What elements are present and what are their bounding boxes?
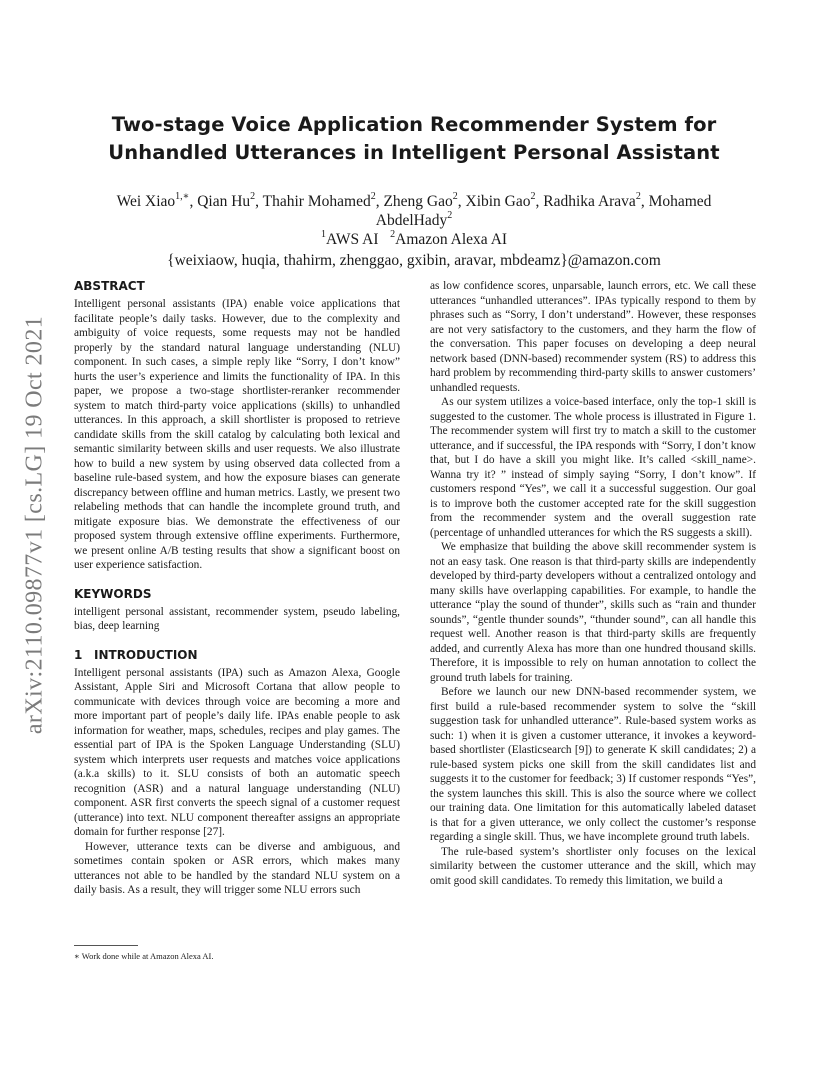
footnote-rule xyxy=(74,945,138,946)
body-paragraph: as low confidence scores, unparsable, launch errors, etc. We call these utterances “unhandled utterances”. IPAs typically respond to them by phrases such as “Sorry, I don’t understand”. However, these responses are not very satisfactory to the customers, and they harm the flow of the conversation. This paper focuses on developing a deep neural network based (DNN-based) recommender system (RS) to address this hard problem by recommending third-party skills to answer customers’ unhandled requests. xyxy=(430,280,756,394)
paper-title xyxy=(0,111,828,167)
keywords-heading: KEYWORDS xyxy=(74,586,152,601)
abstract-text: Intelligent personal assistants (IPA) enable voice applications that facilitate people’s daily tasks. However, due to the complexity and ambiguity of voice requests, some requests may not be handled properly by the standard natural language understanding (NLU) component. In such cases, a simple reply like “Sorry, I don’t know” hurts the user’s experience and limits the functionality of IPA. In this paper, we propose a two-stage shortlister-reranker recommender system to match third-party voice applications (skills) to unhandled utterances. In this approach, a skill shortlister is proposed to retrieve candidate skills from the skill catalog by calculating both lexical and semantic similarity between skills and user requests. We also illustrate how to build a new system by using observed data collected from a baseline rule-based system, and how the exposure biases can generate discrepancy between offline and human metrics. Lastly, we present two relabeling methods that can handle the incomplete ground truth, and mitigate exposure bias. We demonstrate the effectiveness of our proposed system through extensive offline experiments. Furthermore, we present online A/B testing results that show a significant boost on user experience satisfaction. xyxy=(74,298,400,571)
author: Thahir Mohamed$^2$ xyxy=(262,190,376,210)
section-number: 1 xyxy=(74,647,83,662)
author-emails: {weixiaow, huqia, thahirm, zhenggao, gxibin, aravar, mbdeamz}@amazon.com xyxy=(167,252,661,269)
arxiv-stamp xyxy=(14,285,56,765)
title-line-1: Two-stage Voice Application Recommender System for xyxy=(111,113,717,136)
title-line-2: Unhandled Utterances in Intelligent Personal Assistant xyxy=(108,141,720,164)
affiliation: $^2$Amazon Alexa AI xyxy=(390,228,508,248)
section-title: INTRODUCTION xyxy=(94,647,198,662)
body-paragraph: Before we launch our new DNN-based recommender system, we first build a rule-based recommender system to solve the “skill suggestion task for unhandled utterance”. Rule-based system works as such: 1) when it is given a customer utterance, it invokes a keyword-based shortlister (Elasticsearch [9]) to generate K skill candidates; 2) a rule-based system picks one skill from the skill candidates list and suggests it to the customer for feedback; 3) If customer responds “Yes”, the system launches this skill. This is also the source where we collect our training data. One limitation for this automatically labeled dataset is that for a given utterance, we only collect the customer’s response regarding a single skill. Thus, we have incomplete ground truth labels. xyxy=(430,686,756,843)
arxiv-stamp-text: arXiv:2110.09877v1 [cs.LG] 19 Oct 2021 xyxy=(21,315,48,735)
affiliation: $^1$AWS AI xyxy=(320,228,379,248)
affiliations xyxy=(0,230,828,249)
author: Xibin Gao$^2$ xyxy=(465,190,536,210)
body-paragraph: As our system utilizes a voice-based interface, only the top-1 skill is suggested to the customer. The whole process is illustrated in Figure 1. The recommender system will first try to match a skill to the customer utterance, and if successful, the IPA responds with “Sorry, I don’t know that, but I do have a skill you might like. It’s called <skill_name>. Wanna try it? ” instead of simply saying “Sorry, I don’t know”. If customers respond “Yes”, we call it a successful suggestion. Our goal is to improve both the customer accepted rate for the skill suggestion from the recommender system and the overall suggestion rate (percentage of unhandled utterances for which the RS suggests a skill). xyxy=(430,396,756,539)
author: Radhika Arava$^2$ xyxy=(543,190,641,210)
body-paragraph: The rule-based system’s shortlister only focuses on the lexical similarity between the customer utterance and the skill, which may omit good skill candidates. To remedy this limitation, we build a xyxy=(430,845,756,887)
author: Mohamed AbdelHady$^2$ xyxy=(375,193,712,229)
keywords-text: intelligent personal assistant, recommender system, pseudo labeling, bias, deep learning xyxy=(74,605,400,632)
author: Wei Xiao$^{1,∗}$ xyxy=(116,190,190,210)
abstract-heading: ABSTRACT xyxy=(74,279,145,293)
footnote: ∗ Work done while at Amazon Alexa AI. xyxy=(74,951,214,961)
introduction-heading xyxy=(74,648,400,662)
left-column xyxy=(74,279,400,898)
author: Zheng Gao$^2$ xyxy=(383,190,458,210)
body-paragraph: Intelligent personal assistants (IPA) such as Amazon Alexa, Google Assistant, Apple Siri and Microsoft Cortana that allow people to communicate with devices through voice are becoming a more and more important part of people’s daily life. IPAs enable people to ask information for weather, maps, schedules, recipes and play games. The essential part of IPA is the Spoken Language Understanding (SLU) system which interprets user requests and matches voice applications (a.k.a skills) to it. SLU consists of both an automatic speech recognition (ASR) and a natural language understanding (NLU) component. ASR first converts the speech signal of a customer request (utterance) into text. NLU component thereafter assigns an appropriate domain for further response [27]. xyxy=(74,666,400,838)
body-paragraph: We emphasize that building the above skill recommender system is not an easy task. One reason is that third-party skills are independently developed by third-party developers without a centralized ontology and many skills have overlapping capabilities. For example, to handle the utterance “play the sound of thunder”, skills such as “rain and thunder sounds”, “gentle thunder sounds”, “thunder sound”, can all handle this request well. Another reason is that third-party skills are frequently added, and currently Alexa has more than one hundred thousand skills. Therefore, it is impossible to rely on human annotation to collect the ground truth labels for training. xyxy=(430,541,756,684)
author: Qian Hu$^2$ xyxy=(197,190,256,210)
right-column xyxy=(430,279,756,888)
author-list: Wei Xiao$^{1,∗}$, Qian Hu$^2$, Thahir Mohamed$^2$, Zheng Gao$^2$, Xibin Gao$^2$, Radhika Arava$^2$, Mohamed AbdelHady$^2$ xyxy=(116,190,712,229)
body-paragraph: However, utterance texts can be diverse and ambiguous, and sometimes contain spoken or ASR errors, which makes many utterances not able to be handled by the standard NLU system on a daily basis. As a result, they will trigger some NLU errors such xyxy=(74,840,400,896)
